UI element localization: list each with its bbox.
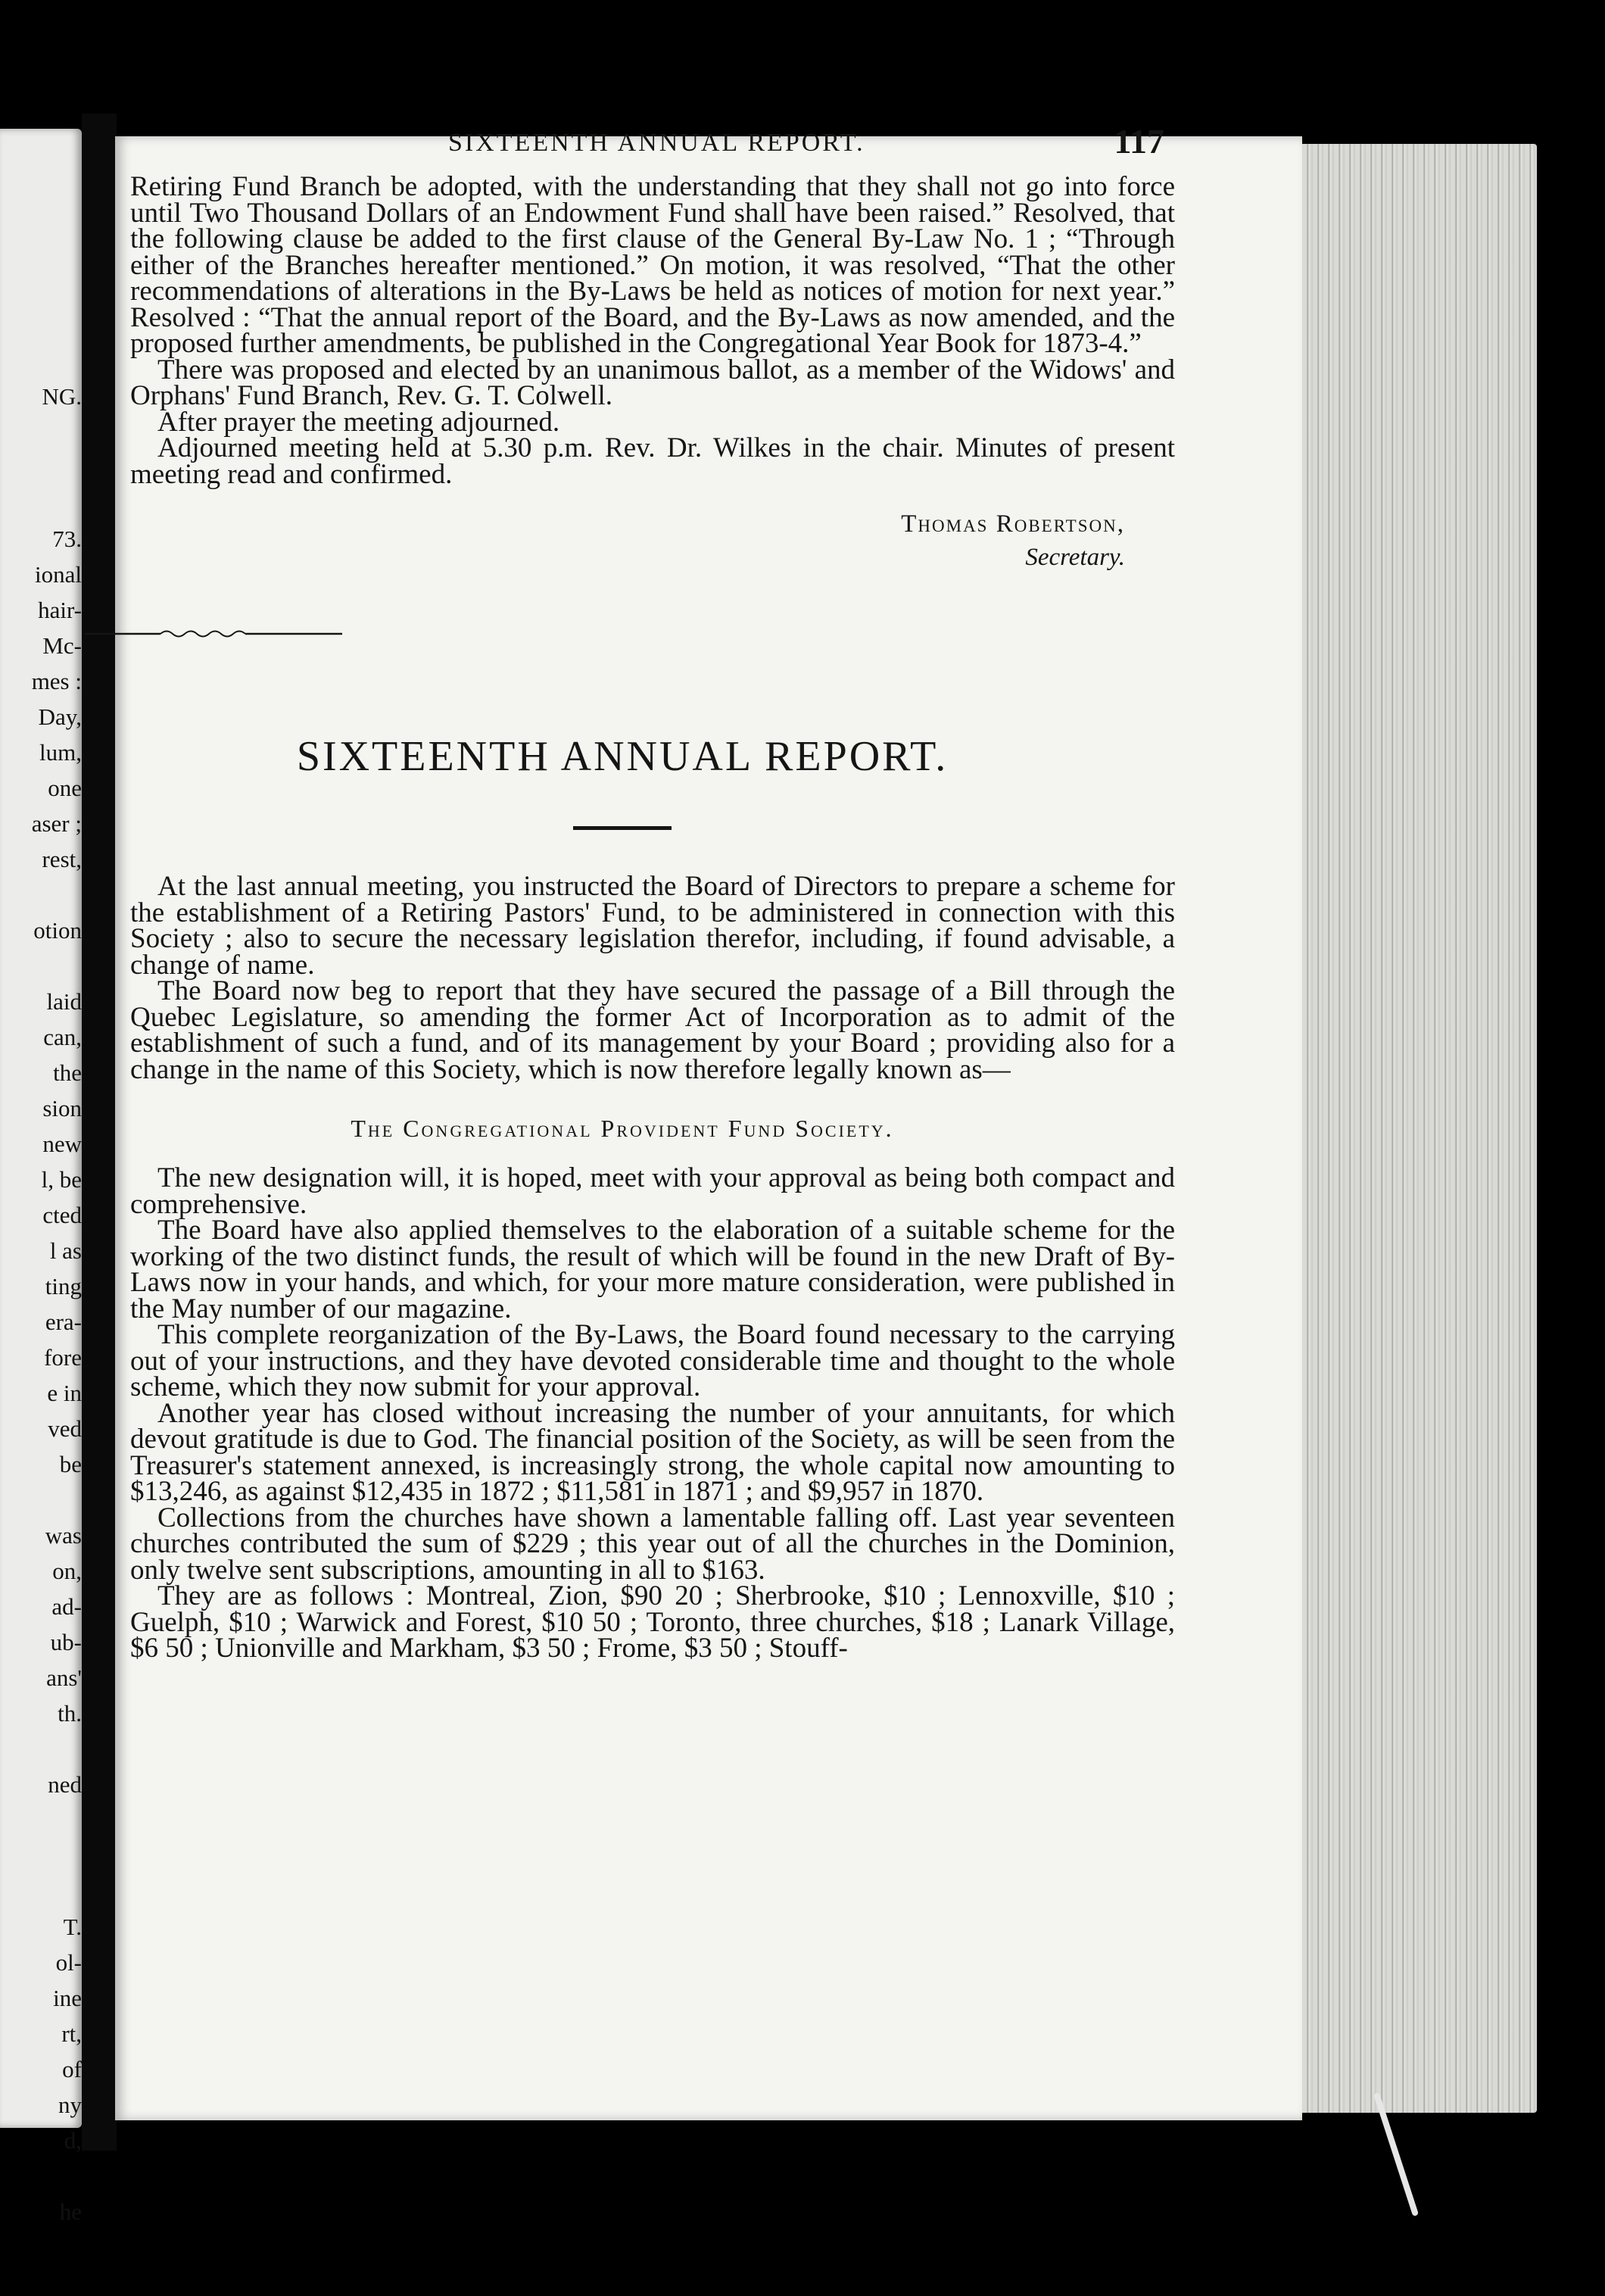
previous-page-fragment: ol- bbox=[55, 1949, 82, 1976]
previous-page-fragment: Mc- bbox=[42, 632, 82, 659]
previous-page-fragment: sion bbox=[42, 1095, 82, 1121]
report-paragraph: This complete reorganization of the By-Laws, the Board found necessary to the carrying out of your instructions, and they have devoted considerable time and thought to the whole scheme, which they now submit for your approval. bbox=[130, 1319, 1175, 1402]
previous-page-fragment: ny bbox=[58, 2092, 82, 2118]
report-paragraph: Collections from the churches have shown a lamentable falling off. Last year seventeen churches contributed the sum of $229 ; this year out of all the churches in the Dominion, only twelve sent subscriptions, amounting in all to $163. bbox=[130, 1502, 1175, 1586]
previous-page-fragment: fore bbox=[44, 1344, 82, 1371]
previous-page-fragment: ting bbox=[45, 1273, 82, 1299]
society-name-heading: The Congregational Provident Fund Society. bbox=[351, 1115, 894, 1142]
minutes-paragraph: Adjourned meeting held at 5.30 p.m. Rev. Dr. Wilkes in the chair. Minutes of present meeting read and confirmed. bbox=[130, 432, 1175, 490]
report-paragraph: At the last annual meeting, you instructed the Board of Directors to prepare a scheme for the establishment of a Retiring Pastors' Fund, to be administered in connection with this Society ; also to secure the necessary legislation therefor, including, if found advisable, a change of name. bbox=[130, 871, 1175, 981]
signature-block bbox=[130, 507, 1175, 574]
previous-page-fragment: d, bbox=[64, 2127, 82, 2154]
previous-page-fragment: ub- bbox=[50, 1629, 82, 1655]
previous-page-fragment bbox=[6, 1731, 82, 1767]
page-number: 117 bbox=[1114, 122, 1164, 161]
minutes-section bbox=[130, 171, 1175, 574]
previous-page-fragment: ional bbox=[35, 561, 82, 588]
book-page-edges bbox=[1302, 144, 1537, 2113]
previous-page-fragment: one bbox=[48, 775, 82, 801]
signature-name: Thomas Robertson, bbox=[901, 510, 1125, 538]
previous-page-fragment: cted bbox=[42, 1202, 82, 1228]
previous-page-fragment: otion bbox=[33, 917, 82, 944]
previous-page-fragment: NG. bbox=[42, 383, 82, 410]
minutes-paragraph: After prayer the meeting adjourned. bbox=[157, 406, 560, 438]
previous-page-fragment: can, bbox=[43, 1024, 82, 1050]
previous-page-fragment bbox=[6, 1482, 82, 1518]
previous-page-fragment: ned bbox=[48, 1771, 82, 1798]
previous-page-fragment: l, be bbox=[41, 1166, 82, 1193]
signature-role: Secretary. bbox=[1025, 544, 1125, 571]
previous-page-fragment: Day, bbox=[38, 703, 82, 730]
previous-page-fragment bbox=[6, 1873, 82, 1909]
report-paragraph: They are as follows : Montreal, Zion, $90 20 ; Sherbrooke, $10 ; Lennoxville, $10 ; Guelph, $10 ; Warwick and Forest, $10 50 ; Toronto, three churches, $18 ; Lanark Village, $6 50 ; Unionville and Markham, $3 50 ; Frome, $3 50 ; Stouff- bbox=[130, 1580, 1175, 1664]
report-paragraph: Another year has closed without increasing the number of your annuitants, for which devout gratitude is due to God. The financial position of the Society, as will be seen from the Treasurer's statement annexed, is increasingly strong, the whole capital now amounting to $13,246, as against $12,435 in 1872 ; $11,581 in 1871 ; and $9,957 in 1870. bbox=[130, 1397, 1175, 1507]
previous-page-fragment: of bbox=[62, 2056, 82, 2082]
previous-page-fragment: e in bbox=[47, 1380, 82, 1406]
previous-page-fragment: T. bbox=[63, 1914, 82, 1940]
ornamental-divider bbox=[85, 627, 342, 639]
previous-page-fragment: l as bbox=[49, 1237, 82, 1264]
report-paragraph: The new designation will, it is hoped, meet with your approval as being both compact and comprehensive. bbox=[130, 1162, 1175, 1220]
report-body bbox=[130, 871, 1175, 1664]
previous-page-fragment: 73. bbox=[52, 526, 82, 552]
previous-page-fragment: was bbox=[45, 1522, 82, 1549]
previous-page-fragment bbox=[6, 414, 82, 450]
previous-page-fragment: ad- bbox=[51, 1593, 82, 1620]
previous-page-fragment: aser ; bbox=[31, 810, 82, 837]
previous-page-fragment bbox=[6, 1838, 82, 1873]
minutes-paragraph: There was proposed and elected by an unanimous ballot, as a member of the Widows' and Orphans' Fund Branch, Rev. G. T. Colwell. bbox=[130, 354, 1175, 411]
previous-page-fragment: the bbox=[53, 1059, 82, 1086]
previous-page-fragment bbox=[6, 1802, 82, 1838]
report-paragraph: The Board have also applied themselves to the elaboration of a suitable scheme for the working of the two distinct funds, the result of which will be found in the new Draft of By-Laws now in your hands, and which, for your more mature consideration, were published in the May number of our magazine. bbox=[130, 1215, 1175, 1324]
running-head bbox=[130, 121, 1175, 174]
previous-page-fragment: on, bbox=[52, 1558, 82, 1584]
title-rule bbox=[573, 826, 672, 830]
previous-page-edge bbox=[0, 129, 82, 2225]
previous-page-fragment: ine bbox=[53, 1985, 82, 2011]
minutes-paragraph: Retiring Fund Branch be adopted, with the understanding that they shall not go into force until Two Thousand Dollars of an Endowment Fund shall have been raised.” Resolved, that the following clause be added to the first clause of the General By-Law No. 1 ; “Through either of the Branches hereafter mentioned.” On motion, it was resolved, “That the other recommendations of alterations in the By-Laws be held as notices of motion for next year.” Resolved : “That the annual report of the Board, and the By-Laws as now amended, and the proposed further amendments, be published in the Congregational Year Book for 1873-4.” bbox=[130, 171, 1175, 359]
report-paragraph: The Board now beg to report that they have secured the passage of a Bill through the Quebec Legislature, so amending the former Act of Incorporation as to admit of the establishment of such a fund, and of its management by your Board ; providing also for a change in the name of this Society, which is now therefore legally known as— bbox=[130, 975, 1175, 1085]
previous-page-fragment: era- bbox=[45, 1309, 82, 1335]
previous-page-fragment: new bbox=[42, 1131, 82, 1157]
previous-page-fragment bbox=[6, 877, 82, 912]
previous-page-text-fragments bbox=[6, 379, 82, 2229]
previous-page-fragment: th. bbox=[58, 1700, 82, 1727]
previous-page-fragment: be bbox=[59, 1451, 82, 1477]
previous-page-fragment: mes : bbox=[31, 668, 82, 694]
previous-page-fragment bbox=[6, 485, 82, 521]
running-title: SIXTEENTH ANNUAL REPORT. bbox=[448, 129, 865, 157]
previous-page-fragment bbox=[6, 2158, 82, 2194]
previous-page-fragment: lum, bbox=[39, 739, 82, 766]
previous-page-fragment: ved bbox=[48, 1415, 82, 1442]
page-content bbox=[130, 121, 1175, 1662]
previous-page-fragment bbox=[6, 948, 82, 984]
previous-page-fragment: rest, bbox=[42, 846, 82, 872]
report-title: SIXTEENTH ANNUAL REPORT. bbox=[296, 733, 949, 780]
previous-page-fragment: hair- bbox=[38, 597, 82, 623]
previous-page-fragment: laid bbox=[46, 988, 82, 1015]
previous-page-fragment bbox=[6, 450, 82, 485]
previous-page-fragment: rt, bbox=[61, 2020, 82, 2047]
previous-page-fragment: he bbox=[59, 2198, 82, 2225]
previous-page-fragment: ans' bbox=[46, 1664, 82, 1691]
